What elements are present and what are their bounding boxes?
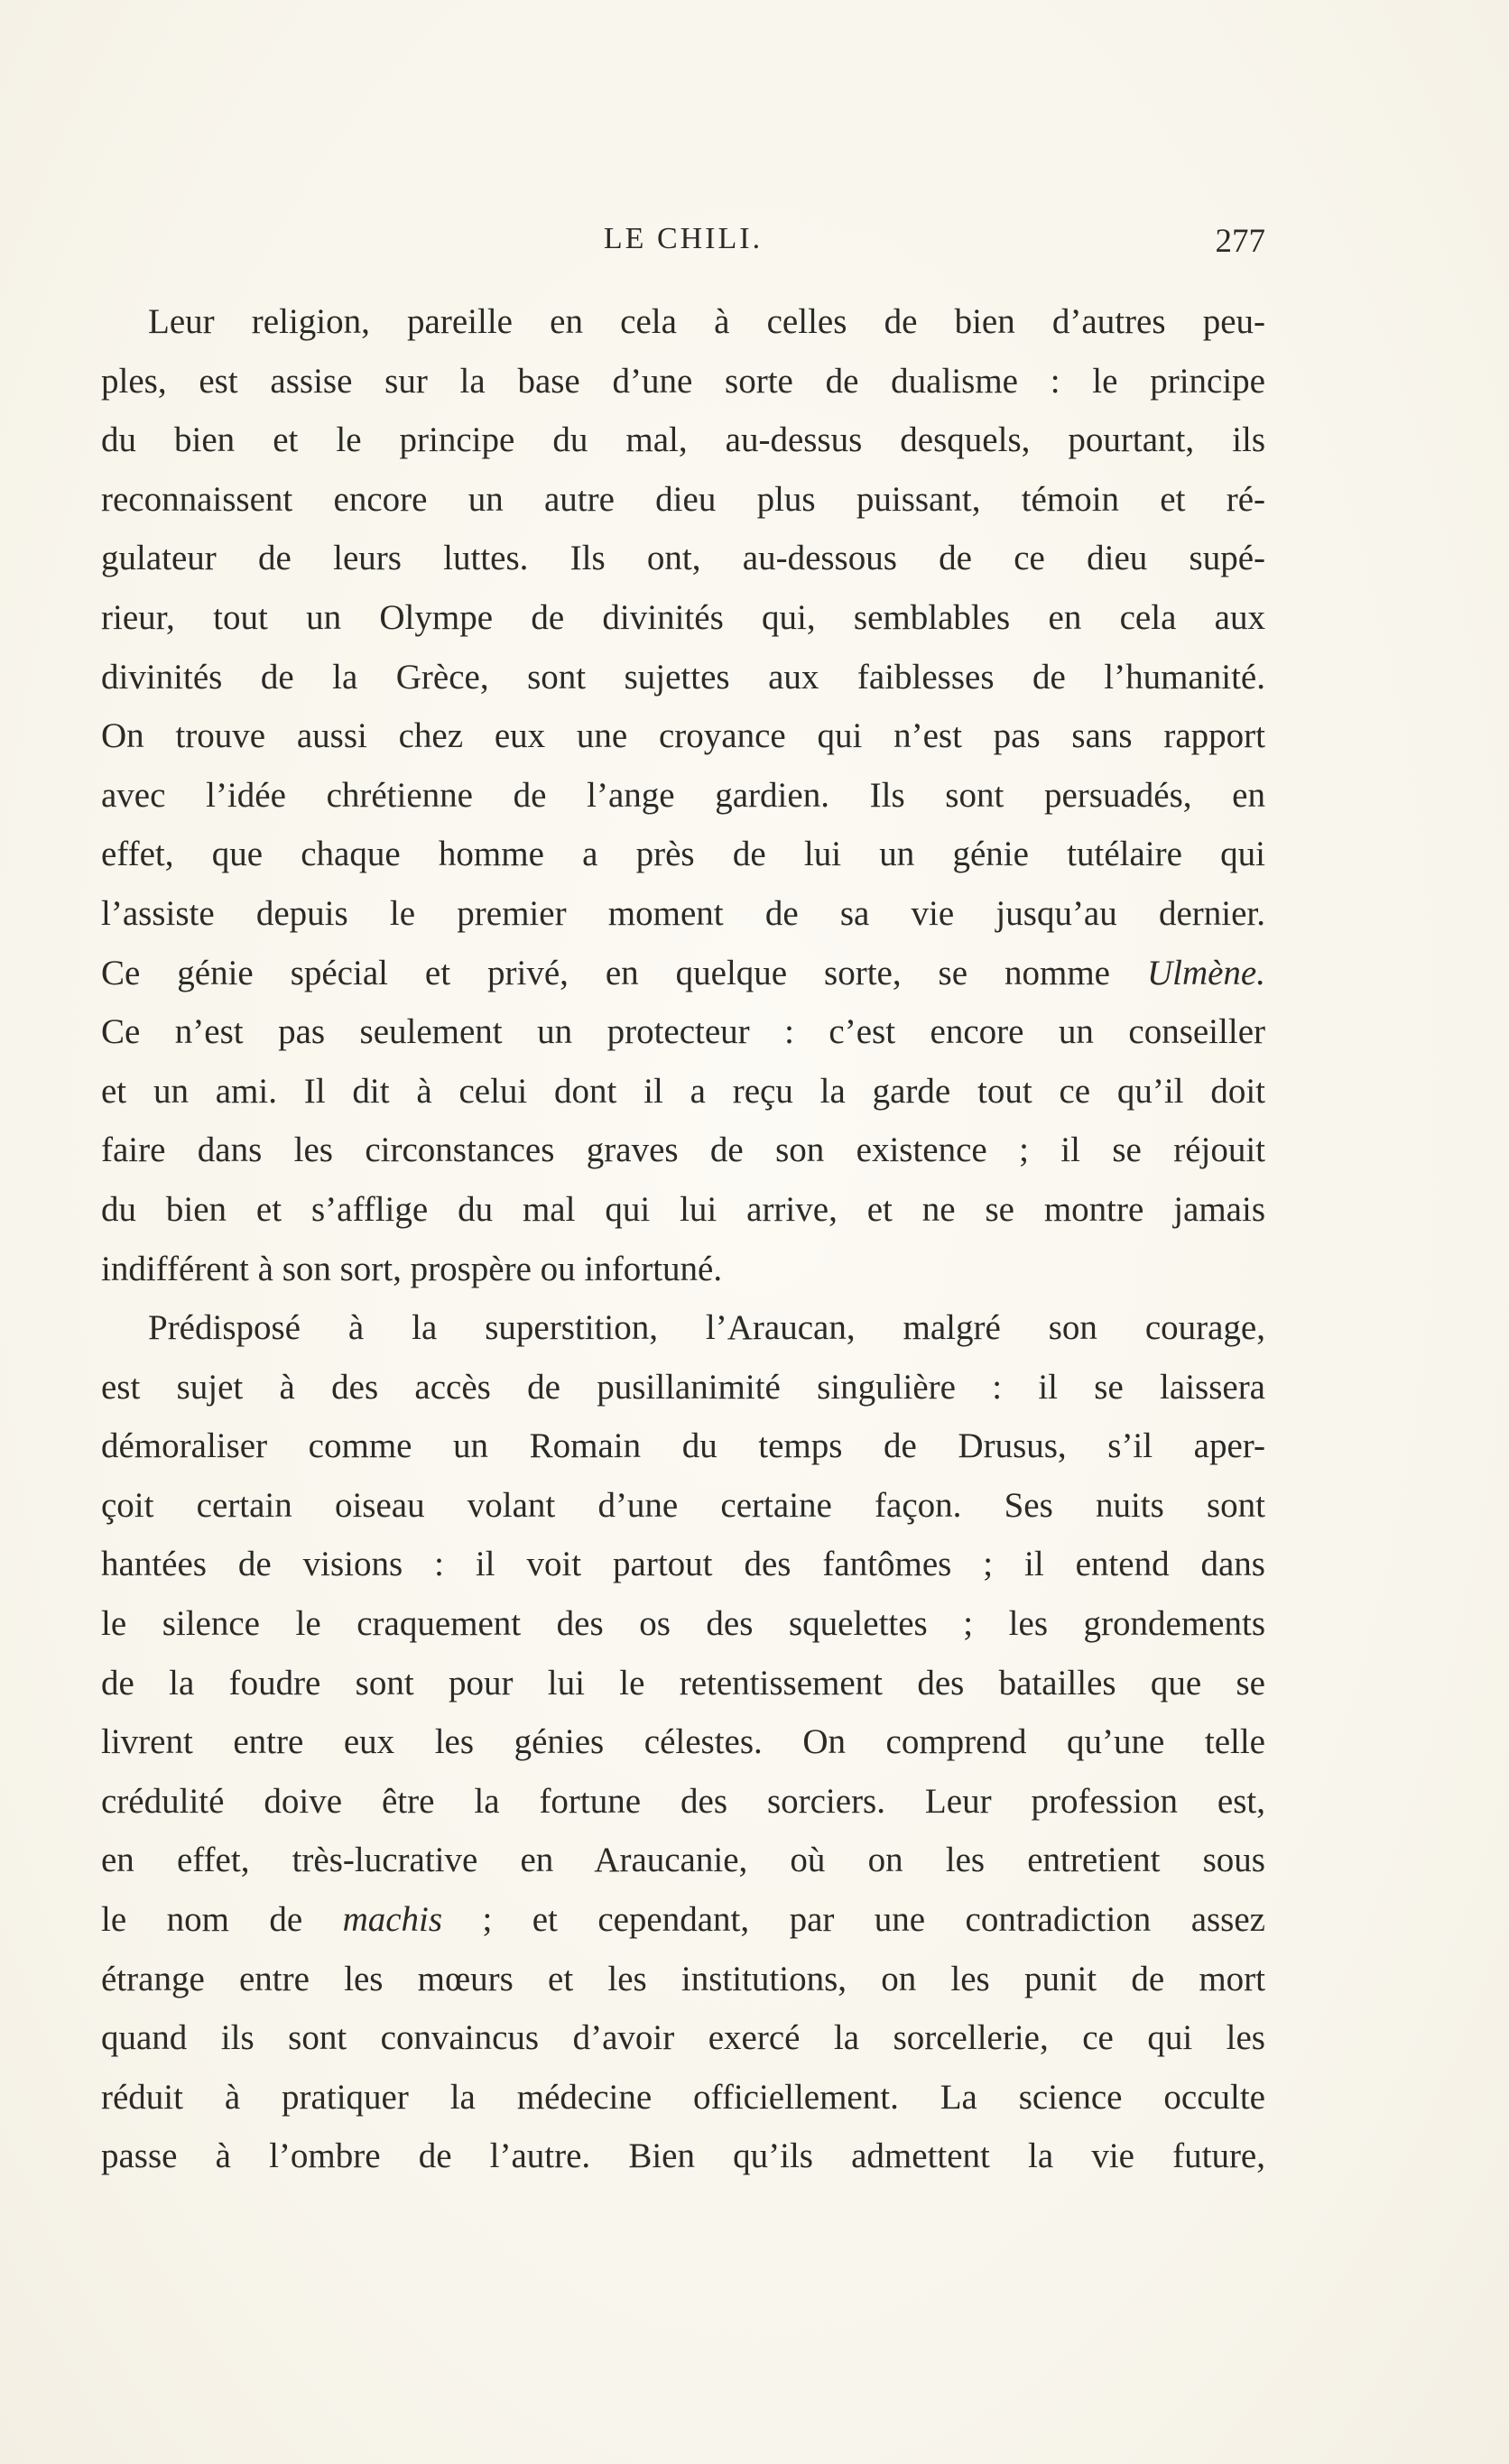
- text-line: en effet, très-lucrative en Araucanie, où on les entretient sous: [101, 1841, 1265, 1880]
- italic-term-machis: machis: [342, 1900, 443, 1940]
- running-head: [101, 222, 1265, 276]
- text-line: démoraliser comme un Romain du temps de Drusus, s’il aper-: [101, 1426, 1265, 1466]
- text-line: Prédisposé à la superstition, l’Araucan, malgré son courage,: [148, 1308, 1265, 1348]
- running-title: LE CHILI.: [603, 222, 764, 255]
- text-line: quand ils sont convaincus d’avoir exercé la sorcellerie, ce qui les: [101, 2018, 1265, 2058]
- text-line: et un ami. Il dit à celui dont il a reçu la garde tout ce qu’il doit: [101, 1071, 1265, 1111]
- text-line: On trouve aussi chez eux une croyance qui n’est pas sans rapport: [101, 716, 1265, 756]
- body-text: [101, 292, 1265, 2186]
- italic-term-ulmene: Ulmène.: [1146, 953, 1265, 992]
- text-line: hantées de visions : il voit partout des fantômes ; il entend dans: [101, 1545, 1265, 1584]
- text-line: Ce n’est pas seulement un protecteur : c’est encore un conseiller: [101, 1012, 1265, 1052]
- text-line: rieur, tout un Olympe de divinités qui, semblables en cela aux: [101, 597, 1265, 637]
- text-line: faire dans les circonstances graves de son existence ; il se réjouit: [101, 1130, 1265, 1170]
- text-line-part: Ce génie spécial et privé, en quelque sorte, se nomme: [101, 953, 1147, 992]
- text-line: avec l’idée chrétienne de l’ange gardien. Ils sont persuadés, en: [101, 775, 1265, 815]
- text-line: çoit certain oiseau volant d’une certaine façon. Ses nuits sont: [101, 1485, 1265, 1525]
- text-line: Leur religion, pareille en cela à celles de bien d’autres peu-: [148, 302, 1265, 341]
- text-line: gulateur de leurs luttes. Ils ont, au-dessous de ce dieu supé-: [101, 539, 1265, 578]
- text-line: indifférent à son sort, prospère ou infortuné.: [101, 1249, 723, 1288]
- text-line: est sujet à des accès de pusillanimité singulière : il se laissera: [101, 1367, 1265, 1407]
- text-line: étrange entre les mœurs et les institutions, on les punit de mort: [101, 1959, 1265, 1998]
- text-line: de la foudre sont pour lui le retentissement des batailles que se: [101, 1663, 1265, 1703]
- page-number: 277: [1215, 223, 1265, 260]
- text-line: [101, 944, 1265, 1003]
- text-line: passe à l’ombre de l’autre. Bien qu’ils admettent la vie future,: [101, 2136, 1265, 2176]
- text-line: reconnaissent encore un autre dieu plus puissant, témoin et ré-: [101, 479, 1265, 519]
- text-line: [101, 1890, 1265, 1950]
- text-line: ples, est assise sur la base d’une sorte de dualisme : le principe: [101, 361, 1265, 401]
- text-line: crédulité doive être la fortune des sorciers. Leur profession est,: [101, 1781, 1265, 1821]
- text-line: effet, que chaque homme a près de lui un génie tutélaire qui: [101, 835, 1265, 874]
- text-line: le silence le craquement des os des squelettes ; les grondements: [101, 1604, 1265, 1644]
- text-line: l’assiste depuis le premier moment de sa vie jusqu’au dernier.: [101, 893, 1265, 933]
- text-line: livrent entre eux les génies célestes. On comprend qu’une telle: [101, 1722, 1265, 1762]
- text-line: divinités de la Grèce, sont sujettes aux faiblesses de l’humanité.: [101, 657, 1265, 697]
- text-line: réduit à pratiquer la médecine officiellement. La science occulte: [101, 2077, 1265, 2117]
- text-line-part: le nom de: [101, 1900, 343, 1940]
- text-line: du bien et le principe du mal, au-dessus desquels, pourtant, ils: [101, 420, 1265, 460]
- text-line-part: ; et cependant, par une contradiction assez: [442, 1900, 1265, 1940]
- text-line: du bien et s’afflige du mal qui lui arrive, et ne se montre jamais: [101, 1189, 1265, 1229]
